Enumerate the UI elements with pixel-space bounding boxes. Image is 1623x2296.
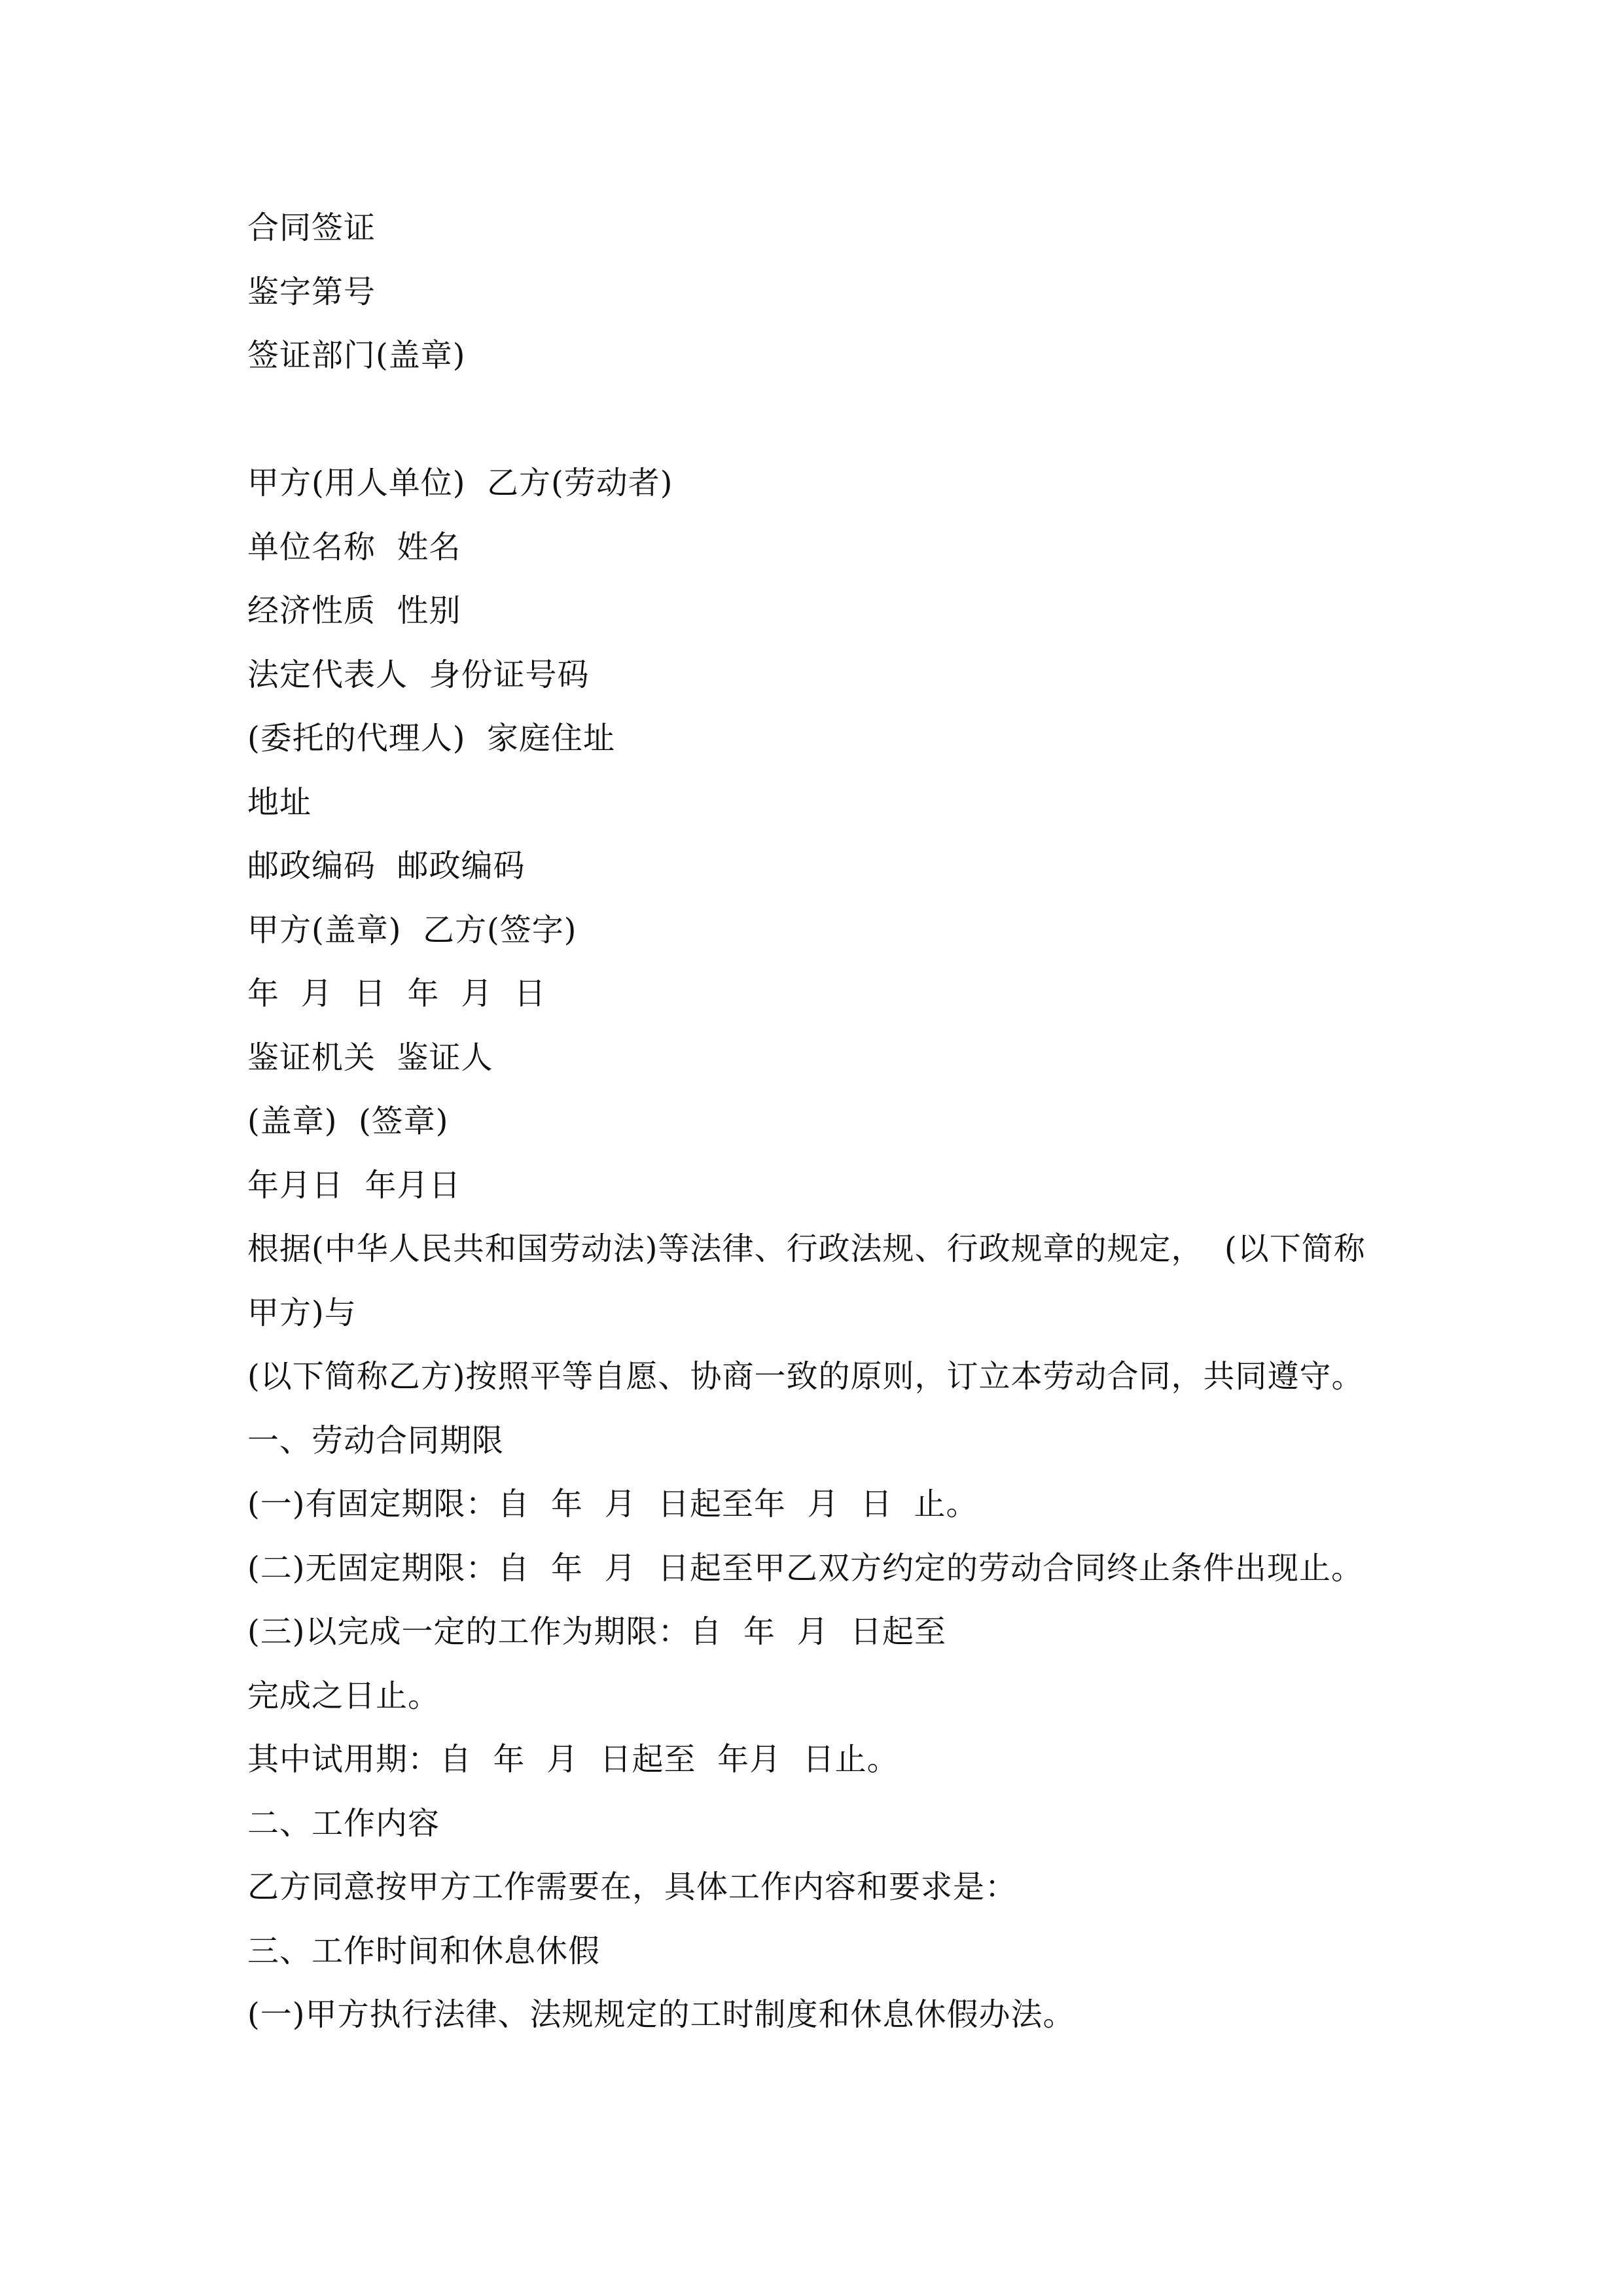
economic-nature-line: 经济性质 性别 (247, 592, 461, 629)
section-1-item-3: (三)以完成一定的工作为期限：自 年 月 日起至 (247, 1613, 947, 1650)
section-1-item-2: (二)无固定期限：自 年 月 日起至甲乙双方约定的劳动合同终止条件出现止。 (247, 1550, 1364, 1587)
company-name-line: 单位名称 姓名 (247, 529, 461, 565)
signature-line: 甲方(盖章) 乙方(签字) (247, 912, 577, 948)
section-3-heading: 三、工作时间和休息休假 (247, 1933, 601, 1969)
probation-period-line: 其中试用期：自 年 月 日起至 年月 日止。 (247, 1741, 899, 1778)
certification-date-line: 年月日 年月日 (247, 1167, 461, 1204)
preamble-paragraph-line-3: (以下简称乙方)按照平等自愿、协商一致的原则，订立本劳动合同，共同遵守。 (247, 1358, 1364, 1395)
section-2-body: 乙方同意按甲方工作需要在，具体工作内容和要求是： (247, 1869, 1018, 1905)
section-1-item-3-continued: 完成之日止。 (247, 1677, 440, 1714)
seal-line: (盖章) (签章) (247, 1103, 449, 1139)
party-headers-line: 甲方(用人单位) 乙方(劳动者) (247, 465, 673, 501)
section-1-heading: 一、劳动合同期限 (247, 1422, 505, 1459)
section-3-item-1: (一)甲方执行法律、法规规定的工时制度和休息休假办法。 (247, 1996, 1075, 2033)
preamble-paragraph-line-2: 甲方)与 (247, 1295, 357, 1331)
certification-department-label: 签证部门(盖章) (247, 337, 466, 374)
agent-address-line: (委托的代理人) 家庭住址 (247, 720, 615, 757)
certification-number-label: 鉴字第号 (247, 274, 376, 310)
contract-certification-heading: 合同签证 (247, 209, 376, 246)
address-line: 地址 (247, 784, 312, 821)
section-2-heading: 二、工作内容 (247, 1805, 440, 1842)
legal-representative-line: 法定代表人 身份证号码 (247, 656, 590, 693)
certifying-authority-line: 鉴证机关 鉴证人 (247, 1039, 493, 1076)
section-1-item-1: (一)有固定期限：自 年 月 日起至年 月 日 止。 (247, 1486, 978, 1522)
preamble-paragraph-line-1: 根据(中华人民共和国劳动法)等法律、行政法规、行政规章的规定， (以下简称 (247, 1230, 1366, 1267)
date-line: 年 月 日 年 月 日 (247, 975, 546, 1012)
postal-code-line: 邮政编码 邮政编码 (247, 848, 526, 884)
